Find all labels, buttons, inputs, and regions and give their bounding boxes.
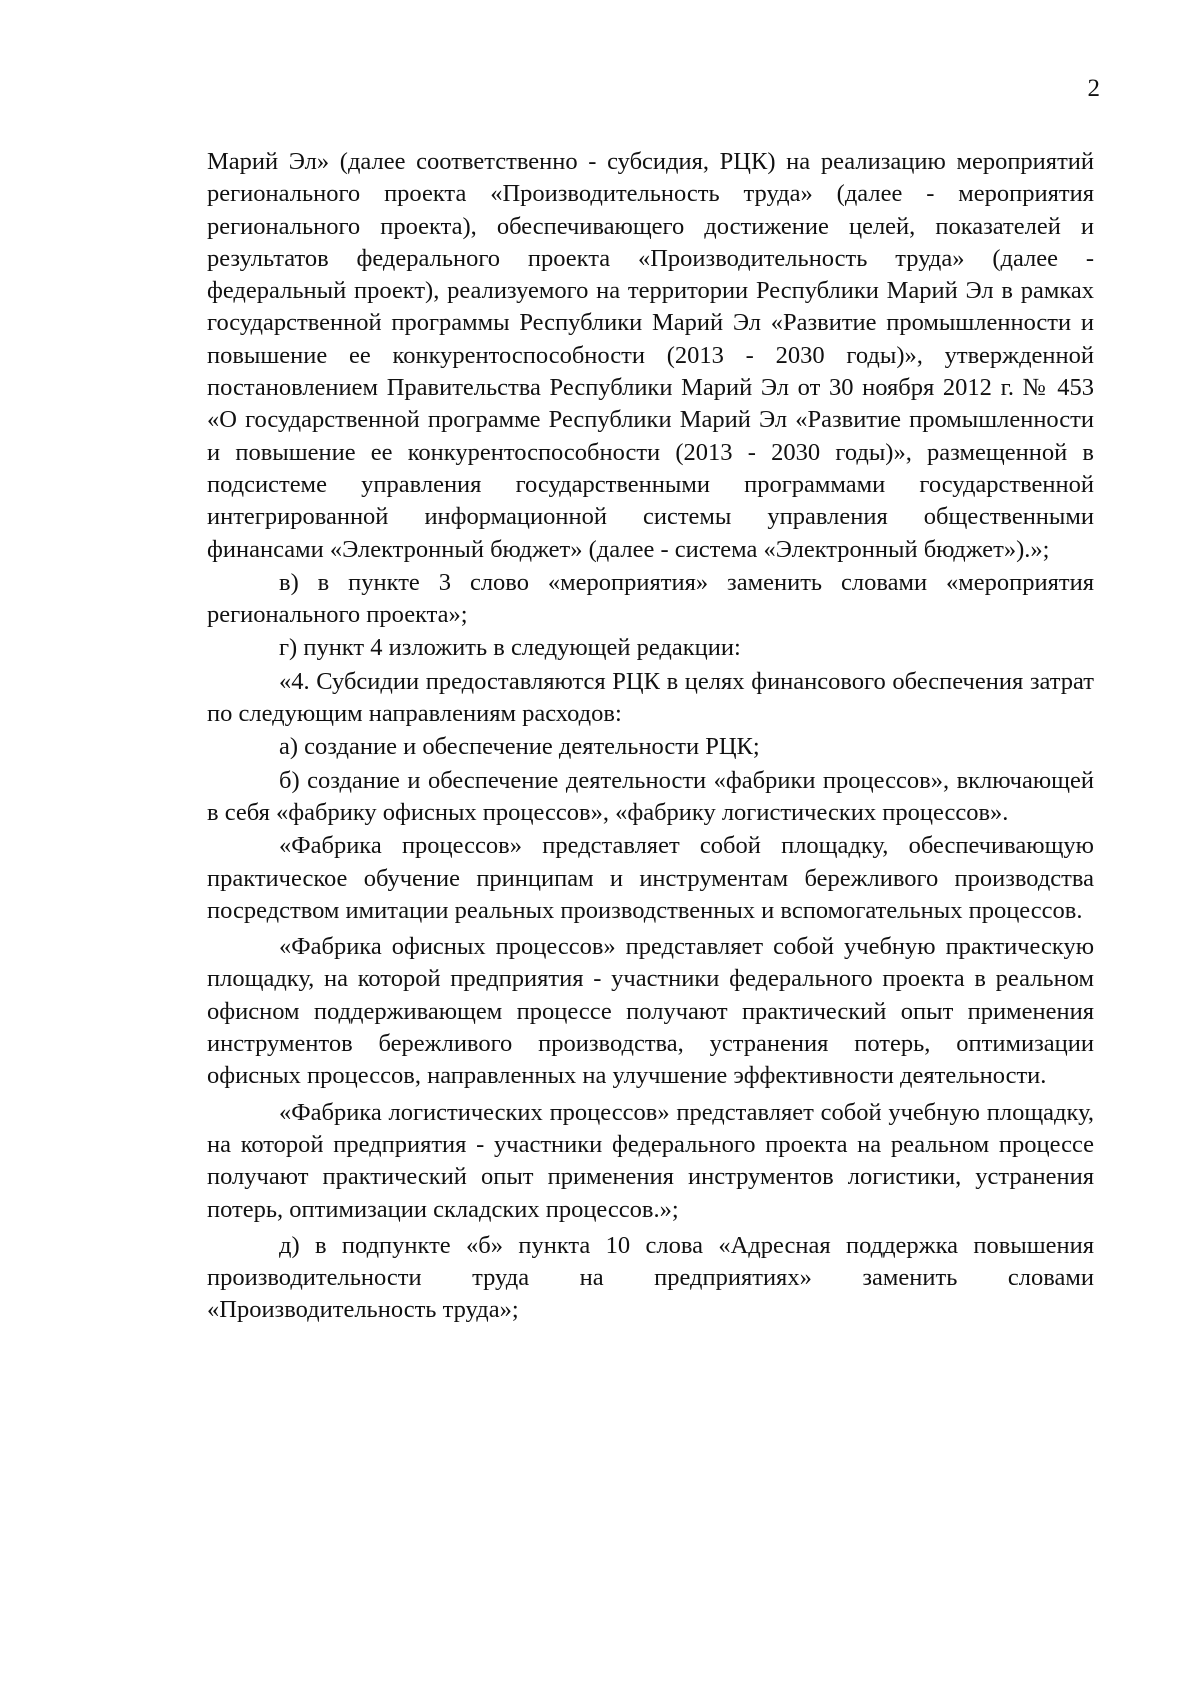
document-body [207, 146, 1094, 1328]
paragraph-8: «Фабрика офисных процессов» представляет собой учебную практическую площадку, на которой предприятия - участники федерального проекта в реальном офисном поддерживающем процессе получают практический опыт применения инструментов бережливого производства, устранения потерь, оптимизации офисных процессов, направленных на улучшение эффективности деятельности. [207, 933, 1094, 1090]
page-number: 2 [1087, 75, 1100, 102]
paragraph-4: «4. Субсидии предоставляются РЦК в целях финансового обеспечения затрат по следующим направлениям расходов: [207, 667, 1094, 728]
paragraph-6: б) создание и обеспечение деятельности «фабрики процессов», включающей в себя «фабрику офисных процессов», «фабрику логистических процессов». [207, 766, 1094, 826]
paragraph-7: «Фабрика процессов» представляет собой площадку, обеспечивающую практическое обучение принципам и инструментам бережливого производства посредством имитации реальных производственных и вспомогательных процессов. [207, 832, 1094, 924]
paragraph-10: д) в подпункте «б» пункта 10 слова «Адресная поддержка повышения производительности труда на предприятиях» заменить словами «Производительность труда»; [207, 1231, 1094, 1324]
paragraph-3: г) пункт 4 изложить в следующей редакции: [279, 634, 741, 662]
paragraph-2: в) в пункте 3 слово «мероприятия» заменить словами «мероприятия регионального проекта»; [207, 568, 1094, 629]
paragraph-5: а) создание и обеспечение деятельности РЦК; [279, 733, 760, 761]
paragraph-9: «Фабрика логистических процессов» представляет собой учебную площадку, на которой предприятия - участники федерального проекта на реальном процессе получают практический опыт применения инструментов логистики, устранения потерь, оптимизации складских процессов.»; [207, 1098, 1094, 1223]
paragraph-1: Марий Эл» (далее соответственно - субсидия, РЦК) на реализацию мероприятий регионального проекта «Производительность труда» (далее - мероприятия регионального проекта), обеспечивающего достижение целей, показателей и результатов федерального проекта «Производительность труда» (далее - федеральный проект), реализуемого на территории Республики Марий Эл в рамках государственной программы Республики Марий Эл «Развитие промышленности и повышение ее конкурентоспособности (2013 - 2030 годы)», утвержденной постановлением Правительства Республики Марий Эл от 30 ноября 2012 г. № 453 «О государственной программе Республики Марий Эл «Развитие промышленности и повышение ее конкурентоспособности (2013 - 2030 годы)», размещенной в подсистеме управления государственными программами государственной интегрированной информационной системы управления общественными финансами «Электронный бюджет» (далее - система «Электронный бюджет»).»; [207, 148, 1094, 563]
